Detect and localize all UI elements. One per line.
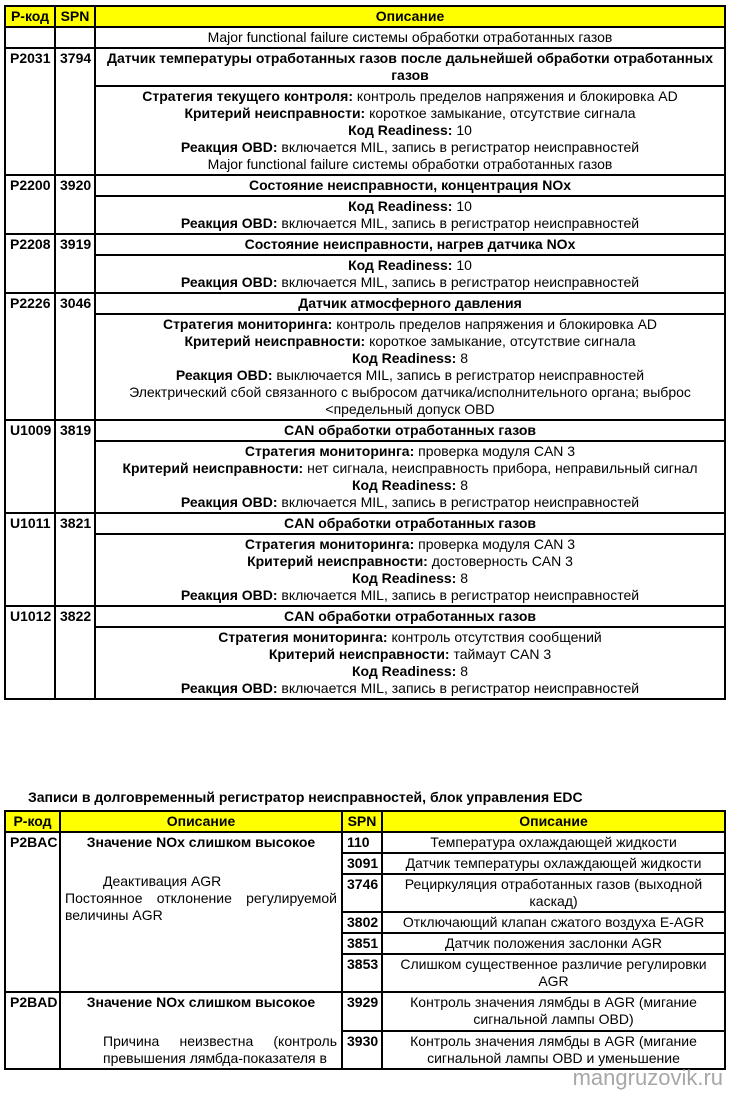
detail-line [100,88,720,105]
detail-label: Критерий неисправности: [122,460,304,476]
spn-description: Контроль значения лямбды в AGR (мигание сигнальной лампы OBD) [382,992,725,1031]
dtc-spn: 3046 [55,293,95,420]
dtc-details-row [5,196,725,234]
detail-text: Электрический сбой связанного с выбросом датчика/исполнительного органа; выброс <предельный допуск OBD [129,384,691,417]
detail-text: 8 [456,477,469,493]
dtc-code: P2031 [5,48,55,175]
intro-row [5,27,725,48]
dtc-code: P2200 [5,175,55,234]
detail-text: таймаут CAN 3 [449,646,552,662]
dtc-title: Датчик атмосферного давления [95,293,725,314]
intro-line: Major functional failure системы обработки отработанных газов [95,27,725,48]
detail-label: Код Readiness: [351,350,457,366]
detail-text: нет сигнала, неисправность прибора, неправильный сигнал [303,460,698,476]
detail-label: Стратегия мониторинга: [244,443,415,459]
dtc-code: U1011 [5,513,55,606]
dtc-details [95,441,725,513]
table-header [5,6,725,27]
detail-label: Реакция OBD: [180,680,278,696]
detail-line [100,443,720,460]
dtc-details-row [5,314,725,420]
header-description: Описание [60,811,342,832]
register-description [60,992,342,1069]
detail-line [100,663,720,680]
register-description [60,832,342,992]
detail-line [100,384,720,418]
register-body-line: Деактивация AGR [103,873,222,889]
detail-label: Код Readiness: [351,477,457,493]
dtc-details-row [5,441,725,513]
dtc-details [95,534,725,606]
spn-description: Слишком существенное различие регулировки AGR [382,954,725,992]
detail-line [100,215,720,232]
spn-row [5,992,725,1031]
dtc-spn: 3821 [55,513,95,606]
detail-label: Код Readiness: [348,198,453,214]
spn-description: Рециркуляция отработанных газов (выходной каскад) [382,874,725,912]
register-title: Значение NOx слишком высокое [86,834,316,850]
dtc-title: CAN обработки отработанных газов [95,420,725,441]
dtc-title: Состояние неисправности, нагрев датчика NOx [95,234,725,255]
detail-label: Реакция OBD: [180,587,278,603]
table-caption: Записи в долговременный регистратор неисправностей, блок управления EDC [28,789,583,805]
dtc-title-row [5,234,725,255]
detail-label: Реакция OBD: [180,215,278,231]
detail-text: контроль пределов напряжения и блокировка AD [332,316,658,332]
detail-line [100,477,720,494]
detail-line [100,646,720,663]
detail-line [100,367,720,384]
spn-description: Отключающий клапан сжатого воздуха E-AGR [382,912,725,933]
detail-line [100,494,720,511]
register-code: P2BAC [5,832,60,992]
detail-line [100,629,720,646]
dtc-spn: 3919 [55,234,95,293]
detail-line [100,333,720,350]
detail-text: включается MIL, запись в регистратор неисправностей [277,494,640,510]
spn-row [5,832,725,853]
register-code: P2BAD [5,992,60,1069]
header-spn: SPN [55,6,95,27]
dtc-title: Датчик температуры отработанных газов после дальнейшей обработки отработанных газов [95,48,725,86]
spn-description: Датчик положения заслонки AGR [382,933,725,954]
register-body-line: Постоянное отклонение регулируемой величины AGR [65,890,337,923]
dtc-code: U1009 [5,420,55,513]
dtc-title: Состояние неисправности, концентрация NOx [95,175,725,196]
spn-value: 3091 [342,853,382,874]
dtc-details [95,255,725,293]
detail-label: Стратегия мониторинга: [218,629,388,645]
detail-label: Код Readiness: [348,122,453,138]
dtc-details [95,314,725,420]
spn-value: 3853 [342,954,382,992]
header-description: Описание [95,6,725,27]
detail-label: Реакция OBD: [180,494,278,510]
spn-value: 3929 [342,992,382,1031]
detail-label: Критерий неисправности: [184,105,366,121]
watermark: mangruzovik.ru [572,1065,723,1090]
detail-label: Стратегия мониторинга: [244,536,415,552]
detail-label: Реакция OBD: [180,274,278,290]
detail-text: 8 [456,570,469,586]
detail-label: Стратегия текущего контроля: [142,88,354,104]
dtc-spn: 3920 [55,175,95,234]
detail-label: Критерий неисправности: [247,553,428,569]
detail-label: Код Readiness: [351,570,457,586]
detail-text: выключается MIL, запись в регистратор неисправностей [272,367,645,383]
detail-line [100,257,720,274]
spn-value: 3746 [342,874,382,912]
detail-text: контроль пределов напряжения и блокировка AD [353,88,678,104]
detail-label: Код Readiness: [351,663,457,679]
dtc-details-row [5,255,725,293]
spn-value: 3802 [342,912,382,933]
detail-text: 10 [452,198,472,214]
header-spn: SPN [342,811,382,832]
detail-line [100,156,720,173]
dtc-details [95,86,725,175]
header-spn-description: Описание [382,811,725,832]
dtc-details-row [5,627,725,699]
dtc-details [95,627,725,699]
detail-label: Код Readiness: [348,257,453,273]
detail-text: включается MIL, запись в регистратор неисправностей [277,215,640,231]
spn-description: Контроль значения лямбды в AGR (мигание сигнальной лампы OBD и уменьшение [382,1031,725,1070]
dtc-title-row [5,48,725,86]
detail-text: короткое замыкание, отсутствие сигнала [365,105,636,121]
detail-text: включается MIL, запись в регистратор неисправностей [277,680,640,696]
dtc-code: P2208 [5,234,55,293]
dtc-code: U1012 [5,606,55,699]
header-code: P-код [5,811,60,832]
dtc-details-row [5,534,725,606]
dtc-title-row [5,293,725,314]
dtc-spn: 3822 [55,606,95,699]
dtc-title-row [5,175,725,196]
spn-value: 3930 [342,1031,382,1070]
detail-text: включается MIL, запись в регистратор неисправностей [277,274,640,290]
dtc-title-row [5,513,725,534]
detail-line [100,553,720,570]
spn-description: Температура охлаждающей жидкости [382,832,725,853]
dtc-title-row [5,606,725,627]
detail-text: достоверность CAN 3 [427,553,573,569]
dtc-title-row [5,420,725,441]
detail-label: Критерий неисправности: [268,646,450,662]
detail-text: контроль отсутствия сообщений [387,629,602,645]
spn-value: 110 [342,832,382,853]
detail-line [100,274,720,291]
register-title: Значение NOx слишком высокое [86,994,316,1010]
dtc-table [4,5,726,700]
dtc-spn: 3819 [55,420,95,513]
table-header [5,811,725,832]
dtc-details [95,196,725,234]
detail-text: 8 [456,663,469,679]
detail-text: проверка модуля CAN 3 [414,536,576,552]
detail-text: Major functional failure системы обработки отработанных газов [207,156,613,172]
detail-text: 10 [452,122,472,138]
spn-description: Датчик температуры охлаждающей жидкости [382,853,725,874]
detail-line [100,587,720,604]
detail-line [100,198,720,215]
detail-line [100,536,720,553]
detail-label: Реакция OBD: [175,367,273,383]
register-body-line: Причина неизвестна (контроль превышения лямбда-показателя в [103,1033,337,1066]
detail-label: Стратегия мониторинга: [162,316,333,332]
detail-text: включается MIL, запись в регистратор неисправностей [277,139,640,155]
dtc-title: CAN обработки отработанных газов [95,606,725,627]
spn-value: 3851 [342,933,382,954]
detail-line [100,139,720,156]
detail-text: включается MIL, запись в регистратор неисправностей [277,587,640,603]
dtc-spn: 3794 [55,48,95,175]
detail-line [100,350,720,367]
detail-text: проверка модуля CAN 3 [414,443,576,459]
dtc-title: CAN обработки отработанных газов [95,513,725,534]
detail-line [100,570,720,587]
header-code: P-код [5,6,55,27]
detail-text: короткое замыкание, отсутствие сигнала [365,333,636,349]
detail-label: Критерий неисправности: [184,333,366,349]
longterm-register-table [4,810,726,1070]
detail-line [100,460,720,477]
detail-line [100,105,720,122]
detail-text: 10 [452,257,472,273]
dtc-details-row [5,86,725,175]
detail-line [100,680,720,697]
detail-line [100,316,720,333]
detail-text: 8 [456,350,469,366]
dtc-code: P2226 [5,293,55,420]
detail-line [100,122,720,139]
detail-label: Реакция OBD: [180,139,278,155]
